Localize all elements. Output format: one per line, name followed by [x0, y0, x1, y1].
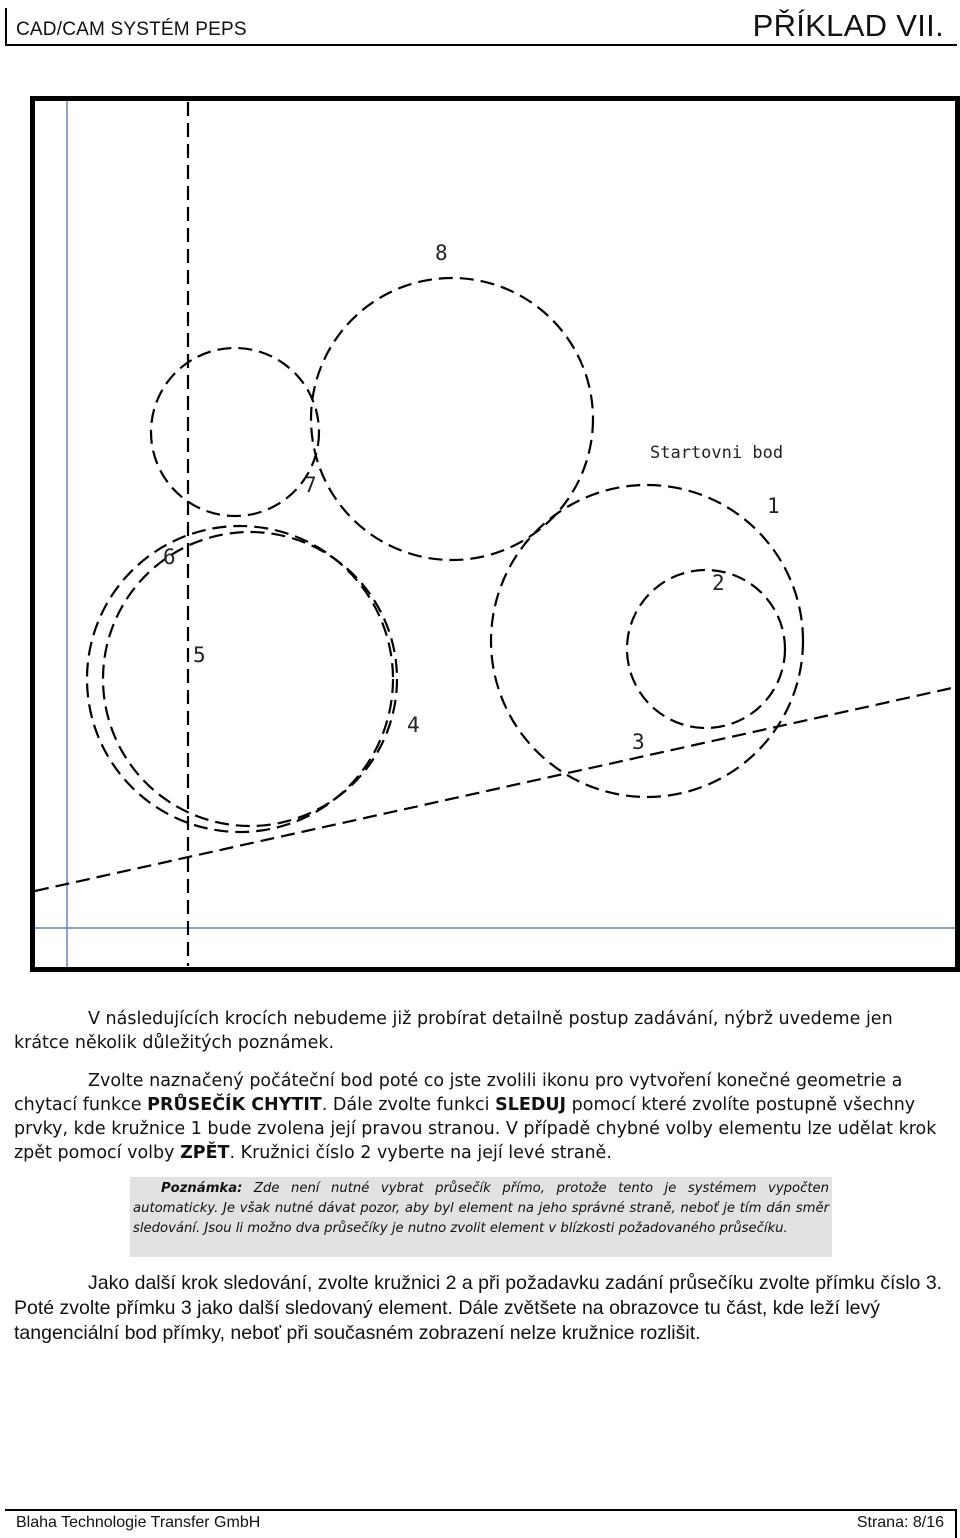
command-prusecik-chytit: PRŮSEČÍK CHYTIT [147, 1095, 322, 1115]
note-text [133, 1179, 829, 1239]
label-3: 3 [632, 730, 645, 754]
note-label: Poznámka: [161, 1181, 243, 1196]
steps-text-a: Zvolte naznačený počáteční bod poté co jste zvolili ikonu pro vytvoření konečné geometrie a chytací funkce [14, 1071, 903, 1115]
label-7: 7 [304, 473, 317, 497]
drawing-frame [33, 99, 958, 970]
note-box [130, 1177, 832, 1257]
steps-text-e: pomocí které zvolíte postupně všechny prvky, kde kružnice 1 bude zvolena její pravou stranou. V případě chybné volby elementu lze udělat krok zpět pomocí volby [14, 1095, 937, 1163]
footer-company: Blaha Technologie Transfer GmbH [16, 1514, 261, 1531]
cad-drawing [30, 96, 960, 972]
label-4: 4 [407, 713, 420, 737]
steps-text-g: . Kružnici číslo 2 vyberte na její levé straně. [229, 1143, 612, 1163]
label-8: 8 [435, 241, 448, 265]
paragraph-intro-text: V následujících krocích nebudeme již probírat detailně postup zadávání, nýbrž uvedeme jen krátce několik důležitých poznámek. [14, 1009, 893, 1053]
label-start-point: Startovni bod [650, 443, 784, 463]
header-bottom-rule [5, 44, 957, 46]
footer-page-number: Strana: 8/16 [856, 1514, 944, 1531]
label-5: 5 [193, 643, 206, 667]
steps-text-c: . Dále zvolte funkci [321, 1095, 496, 1115]
header-example-title: PŘÍKLAD VII. [752, 8, 944, 43]
label-1: 1 [767, 494, 780, 518]
footer-rule [5, 1509, 957, 1511]
label-2: 2 [712, 571, 725, 595]
command-zpet: ZPĚT [180, 1143, 230, 1163]
note-body: Zde není nutné vybrat průsečík přímo, protože tento je systémem vypočten automaticky. Je však nutné dávat pozor, aby byl element na jeho správné straně, neboť je tím dán směr sledování. Jsou li možno dva průsečíky je nutno zvolit element v blízkosti požadovaného průsečíku. [133, 1181, 829, 1236]
paragraph-next-step-text: Jako další krok sledování, zvolte kružnici 2 a při požadavku zadání průsečíku zvolte přímku číslo 3. Poté zvolte přímku 3 jako další sledovaný element. Dále zvětšete na obrazovce tu část, kde leží levý tangenciální bod přímky, neboť při současném zobrazení nelze kružnice rozlišit. [14, 1272, 943, 1344]
paragraph-intro [14, 1007, 940, 1055]
header-left-rule [5, 8, 7, 46]
paragraph-steps [14, 1069, 940, 1165]
page-header [0, 0, 960, 48]
footer-vertical-rule [955, 1509, 957, 1538]
header-doc-title: CAD/CAM SYSTÉM PEPS [16, 19, 247, 40]
paragraph-next-step [14, 1271, 948, 1346]
command-sleduj: SLEDUJ [495, 1095, 567, 1115]
label-6: 6 [163, 545, 176, 569]
